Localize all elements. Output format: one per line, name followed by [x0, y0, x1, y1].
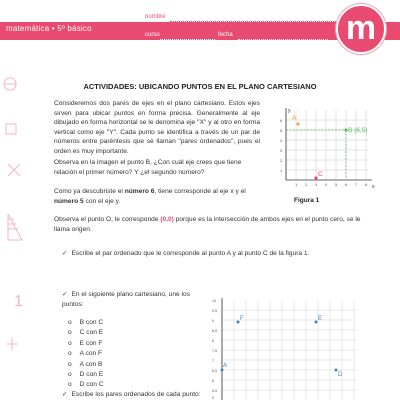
- fig2-y-tick: 10: [212, 299, 216, 303]
- decorative-margin-icons: [0, 44, 40, 400]
- fig1-label-c: C: [318, 171, 323, 178]
- fig2-label-f: F: [240, 316, 244, 322]
- figure-1-cartesian-plane: [268, 106, 378, 194]
- fig1-y-tick: 1: [280, 168, 283, 173]
- fig2-y-tick: 6.5: [212, 369, 217, 373]
- fig1-y-tick: 2: [280, 158, 283, 163]
- fig2-label-e: E: [318, 316, 323, 322]
- fig2-label-d: D: [338, 372, 343, 378]
- subject-label: matemática • 5º básico: [6, 24, 92, 33]
- fig2-y-tick: 5.5: [212, 389, 217, 393]
- fig1-axis-y: y: [288, 108, 291, 114]
- origin-pair: (0,0): [160, 216, 174, 223]
- fig1-y-tick: 4: [280, 138, 283, 143]
- name-field-line[interactable]: [170, 21, 340, 22]
- task-2: [62, 290, 192, 309]
- fig1-x-tick: 5: [335, 182, 338, 187]
- checkmark-icon: ✓: [62, 391, 68, 398]
- task-3-text: Escribe los pares ordenados de cada punto:: [71, 391, 201, 398]
- explanation-paragraph: [54, 187, 264, 206]
- figure-2-cartesian-plane: [208, 296, 358, 400]
- explanation-number-5: número 5: [54, 197, 84, 205]
- fig1-axis-x: x: [372, 184, 375, 190]
- course-label: curso: [145, 32, 160, 38]
- fig2-y-tick: 9.5: [212, 309, 217, 313]
- fig2-y-tick: 7.5: [212, 349, 217, 353]
- list-item: o E con F: [68, 339, 104, 349]
- fig1-y-tick: 5: [280, 128, 283, 133]
- fig1-x-tick: 8: [365, 182, 368, 187]
- checkmark-icon: ✓: [62, 250, 68, 257]
- explanation-text-2: , tiene corresponde al eje x y el: [154, 188, 246, 195]
- worksheet-header: [0, 0, 400, 47]
- fig2-y-tick: 6: [212, 379, 214, 383]
- task-1: [62, 249, 309, 257]
- fig1-x-tick: 3: [315, 182, 318, 187]
- course-field-line[interactable]: [160, 39, 215, 40]
- list-item: o C con E: [68, 328, 104, 338]
- explanation-text-3: con el eje y.: [85, 197, 121, 205]
- fig1-label-a: A: [292, 115, 297, 122]
- date-label: fecha: [218, 32, 233, 38]
- list-item: o A con B: [68, 360, 104, 370]
- fig2-y-tick: 8.5: [212, 329, 217, 333]
- fig2-y-tick: 7: [212, 359, 214, 363]
- explanation-text-1: Como ya descubriste el: [54, 188, 123, 195]
- checkmark-icon: ✓: [62, 291, 68, 298]
- origin-text-2: porque es la intersección de ambos ejes en el punto cero, se le llama origen.: [54, 216, 361, 233]
- name-label: nombre: [145, 14, 166, 20]
- fig1-y-tick: 3: [280, 148, 283, 153]
- fig2-y-tick: 5: [212, 396, 214, 400]
- svg-text:1: 1: [14, 293, 23, 310]
- task-1-text: Escribe el par ordenado que le corresponde al punto A y al punto C de la figura 1.: [71, 250, 310, 257]
- task-2-text: En el siguiente plano cartesiano, une los puntos:: [62, 291, 190, 308]
- fig1-x-tick: 4: [325, 182, 328, 187]
- fig1-y-tick: 6: [280, 118, 283, 123]
- explanation-number-6: número 6: [124, 188, 155, 195]
- fig1-x-tick: 1: [295, 182, 298, 187]
- activity-title: ACTIVIDADES: UBICANDO PUNTOS EN EL PLANO CARTESIANO: [83, 82, 317, 91]
- fig2-y-tick: 9: [212, 319, 214, 323]
- origin-paragraph: [54, 215, 364, 234]
- fig2-label-a: A: [223, 363, 228, 369]
- point-a-marker: [296, 122, 299, 125]
- intro-paragraph: Consideremos dos pares de ejes en el plano cartesiano. Estos ejes sirven para ubicar puntos en forma precisa. Generalmente al eje dibujado en forma horizontal se le denomina eje "X" y al otro en forma vertical como eje "Y". Cada punto se identifica a través de un par de números entre paréntesis que se llaman "pares ordenados", pues el orden es muy importante.: [54, 100, 260, 155]
- list-item: o B con C: [68, 318, 104, 328]
- fig1-x-tick: 6: [345, 182, 348, 187]
- logo-m: m: [336, 4, 386, 54]
- list-item: o D con C: [68, 380, 104, 390]
- figure-1-caption: Figura 1: [294, 197, 320, 204]
- fig2-y-tick: 8: [212, 339, 214, 343]
- fig1-label-b: B (6,5): [348, 127, 368, 134]
- fig1-x-tick: 2: [305, 182, 308, 187]
- origin-text-1: Observa el punto O, le corresponde: [54, 216, 159, 223]
- list-item: o A con F: [68, 349, 104, 359]
- task-3: [62, 390, 201, 398]
- fig1-x-tick: 7: [355, 182, 358, 187]
- question-paragraph: Observa en la imagen el punto B, ¿Con cuál eje crees que tiene relación el primer número? Y ¿el segundo número?: [54, 159, 242, 176]
- date-field-line[interactable]: [238, 39, 328, 40]
- list-item: o D con E: [68, 370, 104, 380]
- pairs-list: [68, 318, 104, 391]
